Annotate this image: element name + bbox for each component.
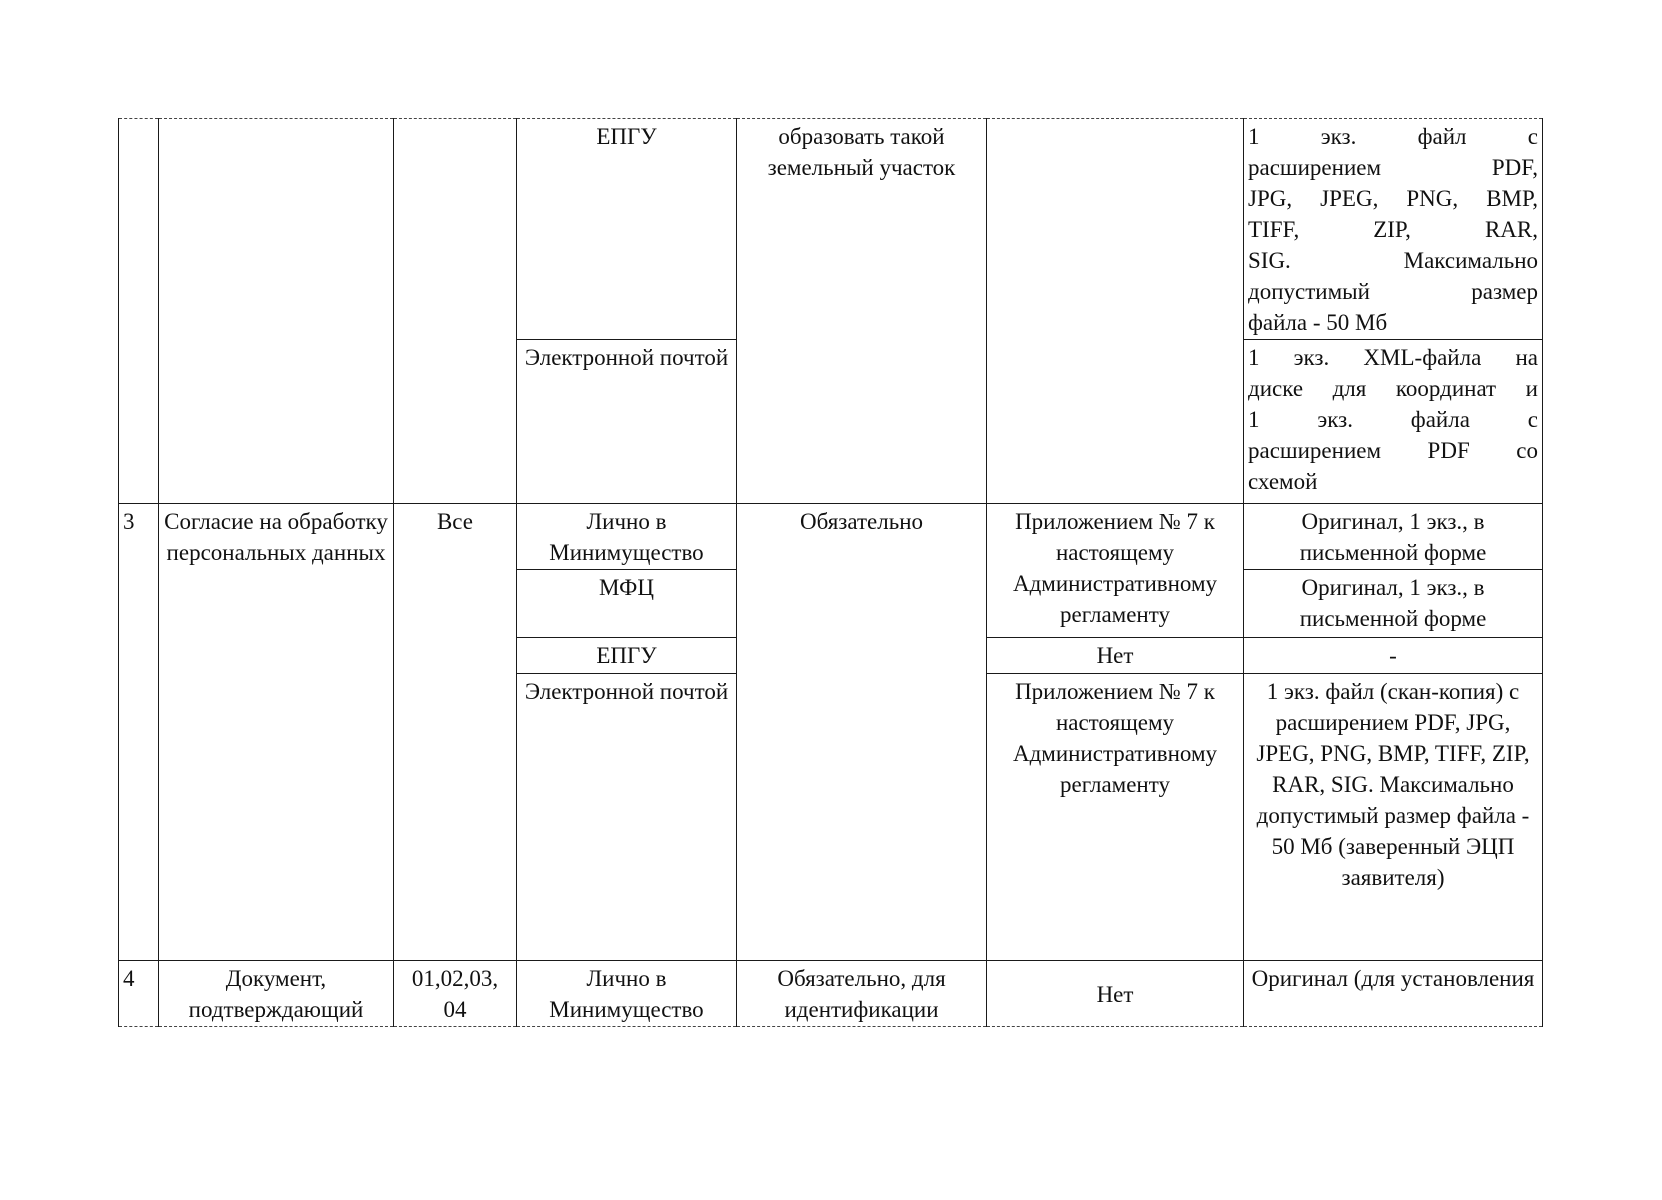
cell-form: - [1244,638,1543,674]
cell-channel: Электронной почтой [517,340,737,504]
form-line: TIFF, ZIP, RAR, [1248,217,1538,242]
cell-form: Оригинал, 1 экз., в письменной форме [1244,504,1543,570]
form-line: 1 экз. файла с [1248,407,1538,432]
form-line: JPG, JPEG, PNG, BMP, [1248,186,1538,211]
cell-categories [394,119,517,504]
form-line: расширением PDF, [1248,155,1538,180]
form-line: 1 экз. XML-файла на [1248,345,1538,370]
cell-form [1244,340,1543,504]
cell-requirement: Обязательно [737,504,987,961]
cell-document [159,119,394,504]
table-row [119,119,1543,340]
cell-document: Согласие на обработку персональных данных [159,504,394,961]
cell-categories: 01,02,03, 04 [394,961,517,1027]
cell-template: Приложением № 7 к настоящему Административному регламенту [987,674,1244,961]
form-line: схемой [1248,469,1318,494]
cell-number: 4 [119,961,159,1027]
form-line: допустимый размер [1248,279,1538,304]
cell-channel: Лично в Минимущество [517,504,737,570]
cell-channel: ЕПГУ [517,638,737,674]
table-row [119,504,1543,570]
form-line: диске для координат и [1248,376,1538,401]
form-line: SIG. Максимально [1248,248,1538,273]
cell-template: Нет [987,961,1244,1027]
cell-channel: Электронной почтой [517,674,737,961]
cell-channel: МФЦ [517,570,737,638]
cell-form: Оригинал, 1 экз., в письменной форме [1244,570,1543,638]
form-line: файла - 50 Мб [1248,310,1388,335]
cell-template: Приложением № 7 к настоящему Административному регламенту [987,504,1244,638]
cell-form: 1 экз. файл (скан-копия) с расширением PDF, JPG, JPEG, PNG, BMP, TIFF, ZIP, RAR, SIG. Максимально допустимый размер файла - 50 Мб (заверенный ЭЦП заявителя) [1244,674,1543,961]
cell-form: Оригинал (для установления [1244,961,1543,1027]
cell-requirement: образовать такой земельный участок [737,119,987,504]
cell-requirement: Обязательно, для идентификации [737,961,987,1027]
cell-template [987,119,1244,504]
cell-categories: Все [394,504,517,961]
cell-number [119,119,159,504]
cell-template: Нет [987,638,1244,674]
form-line: расширением PDF со [1248,438,1538,463]
cell-number: 3 [119,504,159,961]
cell-channel: ЕПГУ [517,119,737,340]
documents-table [118,118,1543,1027]
table-row [119,961,1543,1027]
cell-form [1244,119,1543,340]
cell-document: Документ, подтверждающий [159,961,394,1027]
cell-channel: Лично в Минимущество [517,961,737,1027]
form-line: 1 экз. файл с [1248,124,1538,149]
